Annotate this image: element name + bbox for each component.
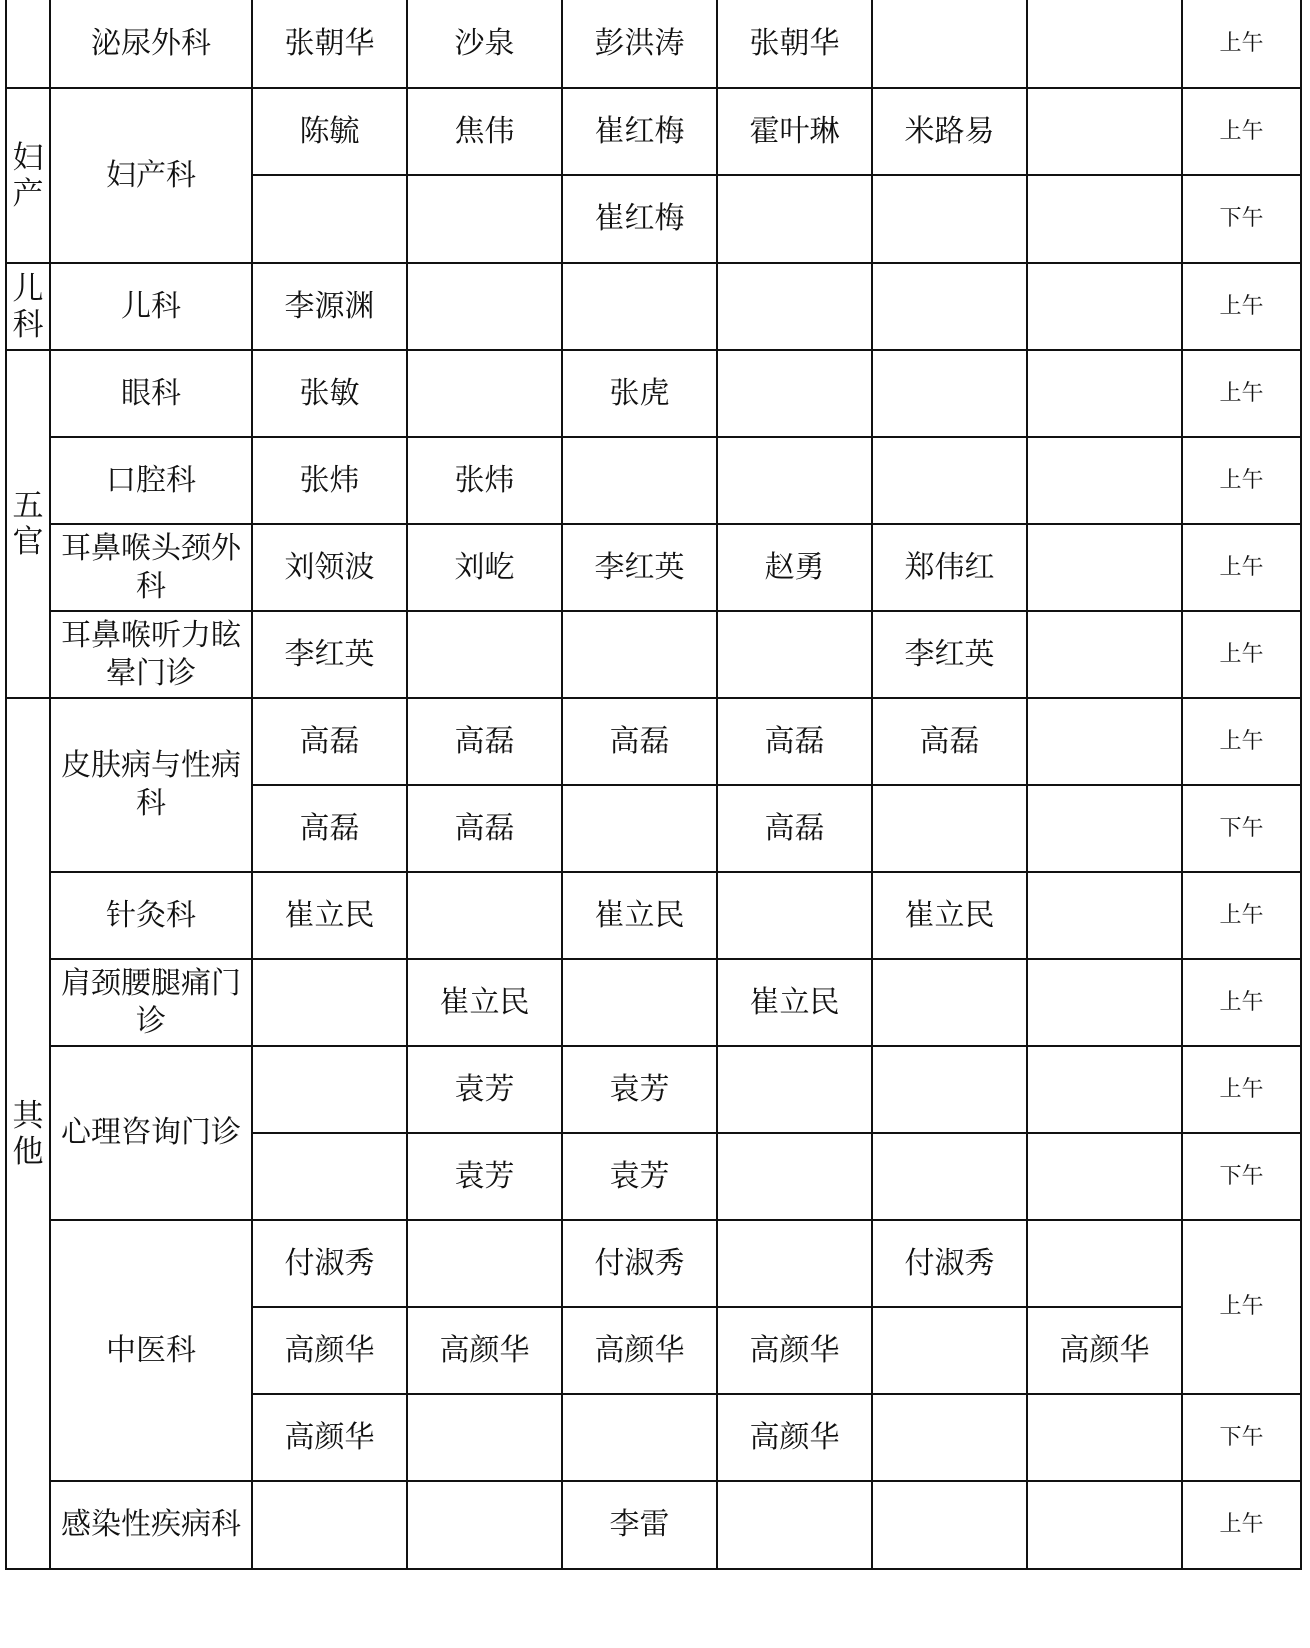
doctor-cell — [872, 1133, 1027, 1220]
table-row — [6, 959, 1301, 1046]
doctor-cell — [717, 1481, 872, 1569]
table-row — [6, 1481, 1301, 1569]
department-cell: 耳鼻喉头颈外科 — [50, 524, 252, 611]
doctor-cell: 高颜华 — [717, 1307, 872, 1394]
department-cell: 感染性疾病科 — [50, 1481, 252, 1569]
doctor-cell: 张炜 — [407, 437, 562, 524]
doctor-cell — [872, 1394, 1027, 1481]
doctor-cell — [252, 1046, 407, 1133]
doctor-cell: 高磊 — [717, 785, 872, 872]
period-cell: 下午 — [1182, 1394, 1301, 1481]
doctor-cell — [562, 1394, 717, 1481]
period-cell: 上午 — [1182, 872, 1301, 959]
doctor-cell: 袁芳 — [562, 1133, 717, 1220]
doctor-cell: 崔立民 — [872, 872, 1027, 959]
doctor-cell: 高磊 — [872, 698, 1027, 785]
doctor-cell: 高颜华 — [1027, 1307, 1182, 1394]
doctor-cell: 张炜 — [252, 437, 407, 524]
doctor-cell: 高磊 — [407, 698, 562, 785]
period-cell: 上午 — [1182, 1046, 1301, 1133]
doctor-cell — [252, 1481, 407, 1569]
department-cell: 儿科 — [50, 263, 252, 350]
doctor-cell — [562, 611, 717, 698]
department-cell: 中医科 — [50, 1220, 252, 1481]
doctor-cell: 高颜华 — [252, 1307, 407, 1394]
doctor-cell: 焦伟 — [407, 88, 562, 175]
doctor-cell — [872, 1481, 1027, 1569]
doctor-cell — [1027, 437, 1182, 524]
doctor-cell: 李源渊 — [252, 263, 407, 350]
doctor-cell: 刘领波 — [252, 524, 407, 611]
table-row — [6, 88, 1301, 175]
doctor-cell: 赵勇 — [717, 524, 872, 611]
doctor-cell — [1027, 1046, 1182, 1133]
department-cell: 心理咨询门诊 — [50, 1046, 252, 1220]
doctor-cell: 彭洪涛 — [562, 0, 717, 88]
department-cell: 耳鼻喉听力眩晕门诊 — [50, 611, 252, 698]
doctor-cell — [717, 1220, 872, 1307]
doctor-cell — [717, 1133, 872, 1220]
doctor-cell — [872, 175, 1027, 263]
doctor-cell — [1027, 1220, 1182, 1307]
doctor-cell — [407, 1481, 562, 1569]
doctor-cell: 张朝华 — [717, 0, 872, 88]
doctor-cell: 高磊 — [717, 698, 872, 785]
table-row — [6, 872, 1301, 959]
period-cell: 下午 — [1182, 785, 1301, 872]
doctor-cell — [252, 959, 407, 1046]
doctor-cell: 崔立民 — [562, 872, 717, 959]
category-cell: 妇产 — [6, 88, 50, 263]
doctor-cell: 张敏 — [252, 350, 407, 437]
doctor-cell: 袁芳 — [562, 1046, 717, 1133]
doctor-cell — [1027, 524, 1182, 611]
doctor-cell: 陈毓 — [252, 88, 407, 175]
doctor-cell: 高颜华 — [717, 1394, 872, 1481]
doctor-cell: 张虎 — [562, 350, 717, 437]
doctor-cell — [407, 611, 562, 698]
doctor-cell: 高磊 — [407, 785, 562, 872]
doctor-cell — [717, 263, 872, 350]
doctor-cell — [717, 1046, 872, 1133]
period-cell: 上午 — [1182, 0, 1301, 88]
department-cell: 肩颈腰腿痛门诊 — [50, 959, 252, 1046]
doctor-cell — [1027, 263, 1182, 350]
doctor-cell — [872, 437, 1027, 524]
category-cell: 其他 — [6, 698, 50, 1569]
period-cell: 上午 — [1182, 263, 1301, 350]
doctor-cell — [1027, 175, 1182, 263]
doctor-cell: 高颜华 — [252, 1394, 407, 1481]
doctor-cell: 霍叶琳 — [717, 88, 872, 175]
doctor-cell: 高磊 — [252, 698, 407, 785]
doctor-cell: 李红英 — [562, 524, 717, 611]
doctor-cell — [1027, 1394, 1182, 1481]
table-row — [6, 0, 1301, 88]
doctor-cell: 高颜华 — [562, 1307, 717, 1394]
doctor-cell — [562, 263, 717, 350]
doctor-cell — [872, 1307, 1027, 1394]
doctor-cell: 袁芳 — [407, 1133, 562, 1220]
category-cell — [6, 0, 50, 88]
department-cell: 皮肤病与性病科 — [50, 698, 252, 872]
doctor-cell — [717, 175, 872, 263]
table-row — [6, 698, 1301, 785]
doctor-cell — [872, 959, 1027, 1046]
department-cell: 针灸科 — [50, 872, 252, 959]
table-row — [6, 1220, 1301, 1307]
doctor-cell: 崔立民 — [407, 959, 562, 1046]
doctor-cell — [872, 1046, 1027, 1133]
doctor-cell — [407, 350, 562, 437]
doctor-cell — [717, 611, 872, 698]
doctor-cell: 付淑秀 — [562, 1220, 717, 1307]
table-row — [6, 437, 1301, 524]
doctor-cell — [407, 1394, 562, 1481]
doctor-cell — [1027, 1481, 1182, 1569]
doctor-cell — [1027, 698, 1182, 785]
doctor-cell: 米路易 — [872, 88, 1027, 175]
doctor-cell: 李雷 — [562, 1481, 717, 1569]
doctor-cell: 高磊 — [562, 698, 717, 785]
doctor-cell — [407, 263, 562, 350]
doctor-cell — [562, 959, 717, 1046]
doctor-cell: 袁芳 — [407, 1046, 562, 1133]
doctor-cell — [872, 0, 1027, 88]
period-cell: 上午 — [1182, 1220, 1301, 1394]
doctor-cell: 李红英 — [872, 611, 1027, 698]
doctor-cell — [1027, 1133, 1182, 1220]
department-cell: 眼科 — [50, 350, 252, 437]
doctor-cell — [872, 350, 1027, 437]
doctor-cell: 刘屹 — [407, 524, 562, 611]
doctor-cell: 李红英 — [252, 611, 407, 698]
table-row — [6, 524, 1301, 611]
department-cell: 口腔科 — [50, 437, 252, 524]
period-cell: 上午 — [1182, 437, 1301, 524]
doctor-cell — [1027, 88, 1182, 175]
doctor-cell — [407, 872, 562, 959]
doctor-cell — [1027, 350, 1182, 437]
doctor-cell — [1027, 785, 1182, 872]
doctor-cell — [252, 175, 407, 263]
doctor-cell — [872, 785, 1027, 872]
period-cell: 上午 — [1182, 350, 1301, 437]
period-cell: 上午 — [1182, 698, 1301, 785]
doctor-cell — [872, 263, 1027, 350]
period-cell: 下午 — [1182, 175, 1301, 263]
category-cell: 儿科 — [6, 263, 50, 350]
period-cell: 上午 — [1182, 1481, 1301, 1569]
doctor-cell — [562, 785, 717, 872]
table-row — [6, 611, 1301, 698]
department-cell: 泌尿外科 — [50, 0, 252, 88]
doctor-cell — [1027, 872, 1182, 959]
doctor-cell: 崔立民 — [252, 872, 407, 959]
category-cell: 五官 — [6, 350, 50, 698]
table-row — [6, 1046, 1301, 1133]
clinic-schedule-table — [5, 0, 1302, 1570]
doctor-cell — [1027, 0, 1182, 88]
doctor-cell: 沙泉 — [407, 0, 562, 88]
doctor-cell — [1027, 959, 1182, 1046]
doctor-cell: 高磊 — [252, 785, 407, 872]
doctor-cell — [407, 175, 562, 263]
doctor-cell — [717, 872, 872, 959]
doctor-cell: 郑伟红 — [872, 524, 1027, 611]
table-row — [6, 350, 1301, 437]
doctor-cell: 付淑秀 — [252, 1220, 407, 1307]
doctor-cell — [252, 1133, 407, 1220]
doctor-cell — [1027, 611, 1182, 698]
doctor-cell: 张朝华 — [252, 0, 407, 88]
period-cell: 下午 — [1182, 1133, 1301, 1220]
period-cell: 上午 — [1182, 524, 1301, 611]
doctor-cell — [717, 350, 872, 437]
doctor-cell: 崔立民 — [717, 959, 872, 1046]
department-cell: 妇产科 — [50, 88, 252, 263]
doctor-cell: 崔红梅 — [562, 175, 717, 263]
doctor-cell: 高颜华 — [407, 1307, 562, 1394]
period-cell: 上午 — [1182, 88, 1301, 175]
doctor-cell: 付淑秀 — [872, 1220, 1027, 1307]
doctor-cell — [407, 1220, 562, 1307]
doctor-cell — [717, 437, 872, 524]
period-cell: 上午 — [1182, 611, 1301, 698]
period-cell: 上午 — [1182, 959, 1301, 1046]
table-row — [6, 263, 1301, 350]
doctor-cell — [562, 437, 717, 524]
doctor-cell: 崔红梅 — [562, 88, 717, 175]
